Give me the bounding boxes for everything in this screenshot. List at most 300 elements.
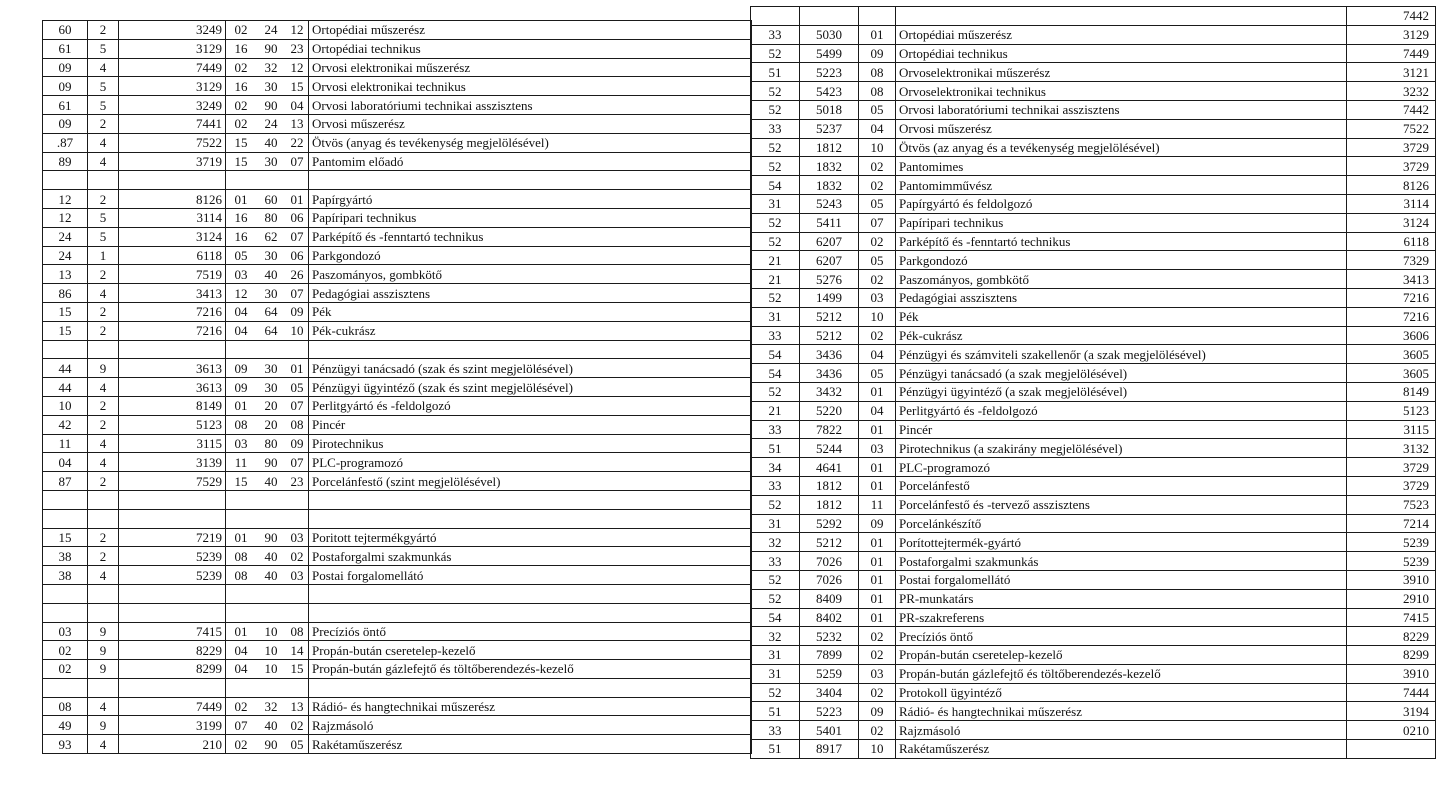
table-row — [43, 622, 752, 641]
code-cell: 10 — [256, 622, 286, 641]
table-row — [751, 270, 1436, 289]
code-cell: 5276 — [800, 270, 859, 289]
table-row — [43, 39, 752, 58]
code-cell — [256, 490, 286, 509]
code-cell: 05 — [226, 246, 257, 265]
occupation-name-cell: Ortopédiai technikus — [896, 44, 1347, 63]
code-cell: 24 — [43, 246, 88, 265]
code-cell: 52 — [751, 570, 800, 589]
table-row — [751, 420, 1436, 439]
code-cell: 7523 — [1347, 495, 1436, 514]
table-row — [751, 627, 1436, 646]
occupation-name-cell: Pantomim előadó — [309, 152, 752, 171]
code-cell: 7519 — [119, 265, 226, 284]
code-cell: 23 — [286, 472, 309, 491]
table-row — [751, 288, 1436, 307]
code-cell: 13 — [286, 114, 309, 133]
occupation-name-cell: Postaforgalmi szakmunkás — [896, 552, 1347, 571]
code-cell: 7522 — [1347, 119, 1436, 138]
code-cell: 0210 — [1347, 721, 1436, 740]
code-cell: 07 — [286, 152, 309, 171]
occupation-name-cell: Propán-bután gázlefejtő és töltőberendezés-kezelő — [309, 660, 752, 679]
code-cell: 9 — [88, 641, 119, 660]
occupation-name-cell — [896, 7, 1347, 26]
code-cell: 30 — [256, 378, 286, 397]
occupation-name-cell — [309, 490, 752, 509]
table-row — [751, 63, 1436, 82]
table-row — [43, 58, 752, 77]
code-cell: 33 — [751, 326, 800, 345]
code-cell: 64 — [256, 321, 286, 340]
occupation-name-cell: Orvoselektronikai műszerész — [896, 63, 1347, 82]
occupation-name-cell — [309, 678, 752, 697]
occupation-name-cell: Perlitgyártó és -feldolgozó — [896, 401, 1347, 420]
code-cell: 5220 — [800, 401, 859, 420]
code-cell — [119, 584, 226, 603]
code-cell: 1812 — [800, 138, 859, 157]
table-row — [43, 453, 752, 472]
code-cell: 09 — [226, 378, 257, 397]
code-cell: 04 — [859, 119, 896, 138]
code-cell: 2 — [88, 547, 119, 566]
code-cell: 12 — [286, 21, 309, 40]
code-cell: 03 — [859, 288, 896, 307]
code-cell: 2 — [88, 472, 119, 491]
code-cell — [88, 584, 119, 603]
table-row — [43, 660, 752, 679]
code-cell: 08 — [226, 415, 257, 434]
occupation-name-cell: Precíziós öntő — [896, 627, 1347, 646]
code-cell — [286, 340, 309, 359]
code-cell — [226, 509, 257, 528]
occupation-name-cell: Orvosi elektronikai technikus — [309, 77, 752, 96]
occupation-name-cell: Pedagógiai asszisztens — [309, 284, 752, 303]
code-cell: 7329 — [1347, 251, 1436, 270]
code-cell: 21 — [751, 401, 800, 420]
code-cell — [119, 171, 226, 190]
code-cell — [286, 678, 309, 697]
code-cell: 11 — [226, 453, 257, 472]
table-row — [43, 284, 752, 303]
table-row — [43, 584, 752, 603]
code-cell: 8402 — [800, 608, 859, 627]
code-cell: 6207 — [800, 232, 859, 251]
occupation-name-cell: Pénzügyi tanácsadó (szak és szint megjelölésével) — [309, 359, 752, 378]
code-cell: 40 — [256, 265, 286, 284]
code-cell: 02 — [226, 21, 257, 40]
code-cell — [256, 678, 286, 697]
occupation-name-cell: Parképítő és -fenntartó technikus — [309, 227, 752, 246]
table-row — [43, 171, 752, 190]
code-cell — [43, 584, 88, 603]
code-cell: 03 — [226, 265, 257, 284]
code-cell — [286, 171, 309, 190]
table-row — [43, 114, 752, 133]
code-cell: 5223 — [800, 63, 859, 82]
code-cell: 7529 — [119, 472, 226, 491]
code-cell: 05 — [859, 194, 896, 213]
code-cell: 90 — [256, 453, 286, 472]
code-cell: 3114 — [119, 208, 226, 227]
code-cell: 02 — [226, 96, 257, 115]
code-cell: 9 — [88, 660, 119, 679]
table-row — [43, 415, 752, 434]
occupation-name-cell: Rádió- és hangtechnikai műszerész — [309, 697, 752, 716]
code-cell: 80 — [256, 208, 286, 227]
code-cell: 2 — [88, 528, 119, 547]
table-row — [751, 232, 1436, 251]
table-row — [43, 321, 752, 340]
table-row — [751, 251, 1436, 270]
code-cell — [88, 509, 119, 528]
code-cell: 2 — [88, 114, 119, 133]
code-cell: 03 — [859, 664, 896, 683]
code-cell: 15 — [43, 528, 88, 547]
code-cell: 3605 — [1347, 364, 1436, 383]
code-cell: 06 — [286, 246, 309, 265]
occupation-name-cell: Pénzügyi ügyintéző (a szak megjelölésével) — [896, 382, 1347, 401]
code-cell: 13 — [43, 265, 88, 284]
code-cell: 5 — [88, 77, 119, 96]
code-cell — [800, 7, 859, 26]
code-cell: 05 — [859, 364, 896, 383]
code-cell: 40 — [256, 716, 286, 735]
code-cell: 5292 — [800, 514, 859, 533]
occupation-name-cell — [309, 340, 752, 359]
code-cell — [119, 603, 226, 622]
code-cell: 7444 — [1347, 683, 1436, 702]
code-cell: 3129 — [119, 39, 226, 58]
code-cell: 10 — [43, 396, 88, 415]
code-cell — [859, 7, 896, 26]
code-cell: 02 — [859, 721, 896, 740]
table-row — [751, 307, 1436, 326]
code-cell: 1812 — [800, 495, 859, 514]
occupation-name-cell: Papírgyártó — [309, 190, 752, 209]
table-row — [751, 721, 1436, 740]
code-cell — [119, 509, 226, 528]
table-row — [43, 378, 752, 397]
occupation-name-cell: Pék — [309, 302, 752, 321]
code-cell: 01 — [859, 533, 896, 552]
code-cell: 10 — [256, 660, 286, 679]
code-cell — [226, 340, 257, 359]
occupation-name-cell: Pedagógiai asszisztens — [896, 288, 1347, 307]
code-cell: 04 — [226, 302, 257, 321]
code-cell — [286, 490, 309, 509]
code-cell: 04 — [226, 660, 257, 679]
code-cell: 90 — [256, 735, 286, 754]
table-row — [43, 21, 752, 40]
code-cell: 7522 — [119, 133, 226, 152]
code-cell: 02 — [859, 270, 896, 289]
code-cell: 61 — [43, 96, 88, 115]
code-cell — [226, 171, 257, 190]
code-cell: 07 — [859, 213, 896, 232]
code-cell: 01 — [859, 608, 896, 627]
code-cell — [88, 678, 119, 697]
table-row — [751, 570, 1436, 589]
code-cell: 5123 — [119, 415, 226, 434]
code-cell: 4 — [88, 697, 119, 716]
table-row — [43, 547, 752, 566]
occupation-name-cell: Papírgyártó és feldolgozó — [896, 194, 1347, 213]
code-cell: 8126 — [119, 190, 226, 209]
code-cell: 4 — [88, 566, 119, 585]
code-cell: 2 — [88, 302, 119, 321]
code-cell — [88, 603, 119, 622]
code-cell: 5223 — [800, 702, 859, 721]
code-cell: 52 — [751, 82, 800, 101]
code-cell: 3232 — [1347, 82, 1436, 101]
code-cell — [43, 171, 88, 190]
occupation-name-cell: Pincér — [896, 420, 1347, 439]
code-cell: 31 — [751, 664, 800, 683]
occupation-name-cell: Rakétaműszerész — [309, 735, 752, 754]
code-cell: 52 — [751, 100, 800, 119]
table-row — [751, 646, 1436, 665]
code-cell — [226, 490, 257, 509]
code-cell: 33 — [751, 476, 800, 495]
code-cell: 07 — [286, 396, 309, 415]
code-cell: 01 — [226, 528, 257, 547]
occupation-name-cell — [309, 509, 752, 528]
code-cell: 2910 — [1347, 589, 1436, 608]
code-cell: 40 — [256, 547, 286, 566]
code-cell: 02 — [43, 641, 88, 660]
table-row — [751, 552, 1436, 571]
code-cell: 33 — [751, 25, 800, 44]
code-cell — [43, 603, 88, 622]
code-cell: 5123 — [1347, 401, 1436, 420]
occupation-name-cell: Pék-cukrász — [896, 326, 1347, 345]
code-cell: 01 — [859, 570, 896, 589]
code-cell: 04 — [286, 96, 309, 115]
occupation-name-cell: Pénzügyi ügyintéző (szak és szint megjelölésével) — [309, 378, 752, 397]
occupation-name-cell: Porcelánfestő (szint megjelölésével) — [309, 472, 752, 491]
code-cell: 21 — [751, 251, 800, 270]
code-cell: 44 — [43, 378, 88, 397]
code-cell: 7216 — [1347, 307, 1436, 326]
code-cell: 54 — [751, 176, 800, 195]
code-cell: 5411 — [800, 213, 859, 232]
code-cell: 61 — [43, 39, 88, 58]
code-cell: 3910 — [1347, 664, 1436, 683]
code-cell: 03 — [286, 528, 309, 547]
code-cell: 5212 — [800, 326, 859, 345]
code-cell: 04 — [226, 321, 257, 340]
code-cell: 44 — [43, 359, 88, 378]
table-row — [751, 364, 1436, 383]
code-cell: 60 — [43, 21, 88, 40]
table-row — [43, 359, 752, 378]
table-row — [43, 490, 752, 509]
code-cell: 01 — [226, 190, 257, 209]
code-cell: 2 — [88, 415, 119, 434]
code-cell: 33 — [751, 119, 800, 138]
occupation-name-cell: Pénzügyi és számviteli szakellenőr (a szak megjelölésével) — [896, 345, 1347, 364]
code-cell: 05 — [286, 378, 309, 397]
left-table-body — [43, 21, 752, 754]
occupation-name-cell: PR-szakreferens — [896, 608, 1347, 627]
occupation-name-cell: Precíziós öntő — [309, 622, 752, 641]
occupation-name-cell: Poritott tejtermékgyártó — [309, 528, 752, 547]
code-cell: 54 — [751, 345, 800, 364]
code-cell: 1812 — [800, 476, 859, 495]
code-cell: 3194 — [1347, 702, 1436, 721]
code-cell: 4 — [88, 152, 119, 171]
table-row — [43, 227, 752, 246]
occupation-name-cell: Pék — [896, 307, 1347, 326]
table-row — [751, 702, 1436, 721]
code-cell — [43, 340, 88, 359]
occupation-name-cell: Propán-bután gázlefejtő és töltőberendezés-kezelő — [896, 664, 1347, 683]
table-row — [751, 119, 1436, 138]
code-cell: 4 — [88, 133, 119, 152]
code-cell: 09 — [859, 44, 896, 63]
occupation-name-cell: PR-munkatárs — [896, 589, 1347, 608]
code-cell: 8299 — [119, 660, 226, 679]
code-cell: 05 — [859, 251, 896, 270]
code-cell: 1 — [88, 246, 119, 265]
code-cell: 3910 — [1347, 570, 1436, 589]
code-cell: 52 — [751, 495, 800, 514]
code-cell: 2 — [88, 396, 119, 415]
table-row — [43, 152, 752, 171]
occupation-name-cell: Porcelánkészítő — [896, 514, 1347, 533]
table-row — [43, 77, 752, 96]
table-row — [751, 44, 1436, 63]
table-row — [43, 434, 752, 453]
code-cell: 11 — [43, 434, 88, 453]
code-cell: 24 — [256, 114, 286, 133]
code-cell: 23 — [286, 39, 309, 58]
code-cell: 8149 — [1347, 382, 1436, 401]
code-cell: 32 — [256, 58, 286, 77]
code-cell: 09 — [43, 58, 88, 77]
code-cell: 4 — [88, 453, 119, 472]
code-cell: 60 — [256, 190, 286, 209]
code-cell: 5259 — [800, 664, 859, 683]
code-cell: 01 — [859, 476, 896, 495]
code-cell — [1347, 740, 1436, 759]
code-cell: 15 — [226, 472, 257, 491]
code-cell: 01 — [859, 552, 896, 571]
code-cell: 3436 — [800, 364, 859, 383]
code-cell: 11 — [859, 495, 896, 514]
table-row — [751, 608, 1436, 627]
code-cell: 15 — [286, 660, 309, 679]
code-cell: 3729 — [1347, 476, 1436, 495]
code-cell: 30 — [256, 77, 286, 96]
code-cell: 01 — [286, 359, 309, 378]
code-cell: 12 — [226, 284, 257, 303]
code-cell: 07 — [286, 227, 309, 246]
code-cell: 54 — [751, 608, 800, 627]
code-cell: 15 — [43, 302, 88, 321]
code-cell: 03 — [226, 434, 257, 453]
code-cell: 5401 — [800, 721, 859, 740]
code-cell: 90 — [256, 96, 286, 115]
code-cell: 02 — [226, 58, 257, 77]
code-cell: 3115 — [119, 434, 226, 453]
table-row — [751, 664, 1436, 683]
table-row — [43, 509, 752, 528]
code-cell: 08 — [286, 622, 309, 641]
code-cell: 10 — [859, 740, 896, 759]
code-cell: 22 — [286, 133, 309, 152]
table-row — [43, 96, 752, 115]
occupation-name-cell: Postai forgalomellátó — [896, 570, 1347, 589]
occupation-name-cell — [309, 603, 752, 622]
code-cell: 1832 — [800, 157, 859, 176]
occupation-name-cell: PLC-programozó — [309, 453, 752, 472]
occupation-name-cell: Porcelánfestő — [896, 476, 1347, 495]
code-cell: 33 — [751, 721, 800, 740]
occupation-name-cell: Paszományos, gombkötő — [309, 265, 752, 284]
table-row — [751, 401, 1436, 420]
code-cell — [88, 340, 119, 359]
code-cell: 5 — [88, 208, 119, 227]
code-cell: 3114 — [1347, 194, 1436, 213]
code-cell: 3121 — [1347, 63, 1436, 82]
occupation-name-cell — [309, 584, 752, 603]
occupation-name-cell: Rajzmásoló — [309, 716, 752, 735]
occupation-name-cell: Ortopédiai műszerész — [896, 25, 1347, 44]
code-cell: 5 — [88, 39, 119, 58]
code-cell: 02 — [859, 232, 896, 251]
code-cell: .87 — [43, 133, 88, 152]
code-cell: 7442 — [1347, 7, 1436, 26]
code-cell: 03 — [859, 439, 896, 458]
code-cell: 8299 — [1347, 646, 1436, 665]
code-cell: 8409 — [800, 589, 859, 608]
code-cell: 3139 — [119, 453, 226, 472]
left-occupation-table — [42, 20, 752, 754]
code-cell: 01 — [859, 382, 896, 401]
code-cell: 21 — [751, 270, 800, 289]
code-cell: 52 — [751, 44, 800, 63]
code-cell: 7026 — [800, 570, 859, 589]
code-cell: 9 — [88, 716, 119, 735]
occupation-name-cell: Papíripari technikus — [896, 213, 1347, 232]
occupation-name-cell: Ötvös (az anyag és a tevékenység megjelölésével) — [896, 138, 1347, 157]
code-cell: 07 — [286, 453, 309, 472]
code-cell: 7216 — [119, 321, 226, 340]
code-cell: 24 — [256, 21, 286, 40]
occupation-name-cell: Orvosi laboratóriumi technikai asszisztens — [896, 100, 1347, 119]
code-cell: 51 — [751, 740, 800, 759]
table-row — [751, 345, 1436, 364]
code-cell: 01 — [226, 396, 257, 415]
occupation-name-cell: Pirotechnikus — [309, 434, 752, 453]
code-cell: 5237 — [800, 119, 859, 138]
code-cell: 5212 — [800, 533, 859, 552]
code-cell: 26 — [286, 265, 309, 284]
code-cell: 06 — [286, 208, 309, 227]
table-row — [751, 82, 1436, 101]
code-cell: 12 — [43, 190, 88, 209]
occupation-name-cell: Papíripari technikus — [309, 208, 752, 227]
code-cell: 08 — [859, 63, 896, 82]
code-cell: 12 — [43, 208, 88, 227]
code-cell: 10 — [859, 307, 896, 326]
code-cell: 4 — [88, 735, 119, 754]
table-row — [751, 439, 1436, 458]
table-row — [751, 100, 1436, 119]
code-cell: 3199 — [119, 716, 226, 735]
code-cell: 87 — [43, 472, 88, 491]
